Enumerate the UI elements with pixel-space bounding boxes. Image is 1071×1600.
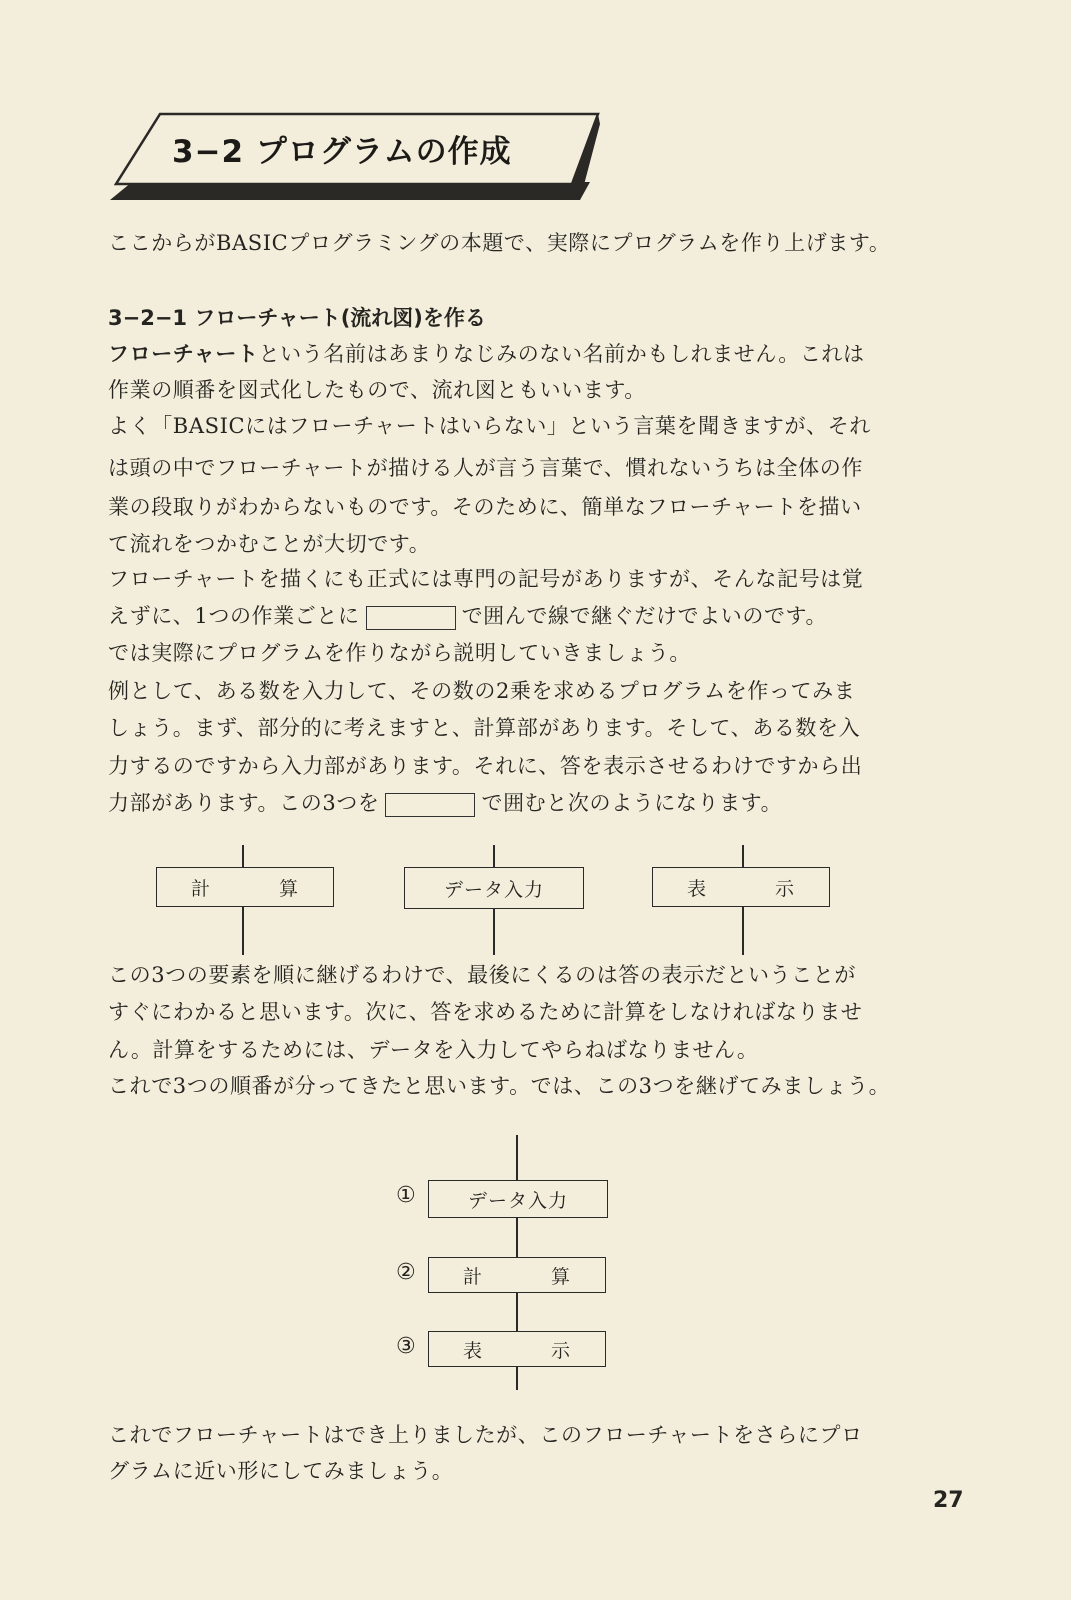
step-data-input: [428, 1180, 608, 1218]
page-number: 27: [933, 1488, 964, 1513]
para2-line2-after: で囲んで線で継ぐだけでよいのです。: [461, 604, 828, 628]
para5-line2: グラムに近い形にしてみましょう。: [108, 1459, 454, 1483]
para3-line4: [108, 788, 782, 818]
inline-process-box: [366, 606, 456, 630]
para3-line3: 力するのですから入力部があります。それに、答を表示させるわけですから出: [108, 754, 863, 778]
box-label-left: 計: [191, 877, 212, 900]
box-label-right: 算: [550, 1265, 571, 1288]
para4-line3: ん。計算をするためには、データを入力してやらねばなりません。: [108, 1038, 759, 1062]
box-label-right: 示: [550, 1339, 571, 1362]
box-label: データ入力: [443, 878, 544, 901]
box-label-left: 表: [687, 877, 708, 900]
para1-line5: 業の段取りがわからないものです。そのために、簡単なフローチャートを描い: [108, 495, 862, 519]
para3-line2: しょう。まず、部分的に考えますと、計算部があります。そして、ある数を入: [108, 716, 861, 740]
para2-line2-before: えずに、1つの作業ごとに: [108, 604, 360, 628]
box-data-input: [404, 867, 584, 909]
para1-line1-rest: という名前はあまりなじみのない名前かもしれません。これは: [258, 342, 865, 366]
bold-term: フローチャート: [108, 342, 259, 366]
inline-process-box: [385, 793, 475, 817]
para2-line1: フローチャートを描くにも正式には専門の記号がありますが、そんな記号は覚: [108, 567, 864, 591]
para4-line2: すぐにわかると思います。次に、答を求めるために計算をしなければなりませ: [108, 1000, 863, 1024]
para2-line2: [108, 601, 827, 631]
step-number: ②: [396, 1260, 416, 1285]
para1-line6: て流れをつかむことが大切です。: [108, 532, 431, 556]
para3-line4-after: で囲むと次のようになります。: [481, 791, 783, 815]
box-label-right: 示: [774, 877, 795, 900]
step-calculation: [428, 1257, 606, 1293]
para4-line1: この3つの要素を順に継げるわけで、最後にくるのは答の表示だということが: [108, 963, 856, 987]
section-banner: [110, 112, 600, 202]
para4-line4: これで3つの順番が分ってきたと思います。では、この3つを継げてみましょう。: [108, 1074, 891, 1098]
box-calculation: [156, 867, 334, 907]
box-display: [652, 867, 830, 907]
para1-line2: 作業の順番を図式化したもので、流れ図ともいいます。: [108, 378, 646, 402]
box-label-left: 表: [463, 1339, 484, 1362]
para5-line1: これでフローチャートはでき上りましたが、このフローチャートをさらにプロ: [108, 1423, 863, 1447]
box-label-left: 計: [463, 1265, 484, 1288]
step-number: ①: [396, 1183, 416, 1208]
para3-line4-before: 力部があります。この3つを: [108, 791, 380, 815]
intro-text: ここからがBASICプログラミングの本題で、実際にプログラムを作り上げます。: [108, 231, 891, 255]
box-label-right: 算: [278, 877, 299, 900]
para3-line1: 例として、ある数を入力して、その数の2乗を求めるプログラムを作ってみま: [108, 679, 856, 703]
para1-line3: よく「BASICにはフローチャートはいらない」という言葉を聞きますが、それ: [108, 414, 871, 438]
box-label: データ入力: [467, 1189, 568, 1212]
para1-line1: [108, 339, 865, 369]
step-number: ③: [396, 1334, 416, 1359]
para2-line3: では実際にプログラムを作りながら説明していきましょう。: [108, 641, 691, 665]
section-title: 3−2 プログラムの作成: [172, 134, 512, 170]
subsection-title: 3−2−1 フローチャート(流れ図)を作る: [108, 306, 486, 330]
para1-line4: は頭の中でフローチャートが描ける人が言う言葉で、慣れないうちは全体の作: [108, 456, 863, 480]
step-display: [428, 1331, 606, 1367]
